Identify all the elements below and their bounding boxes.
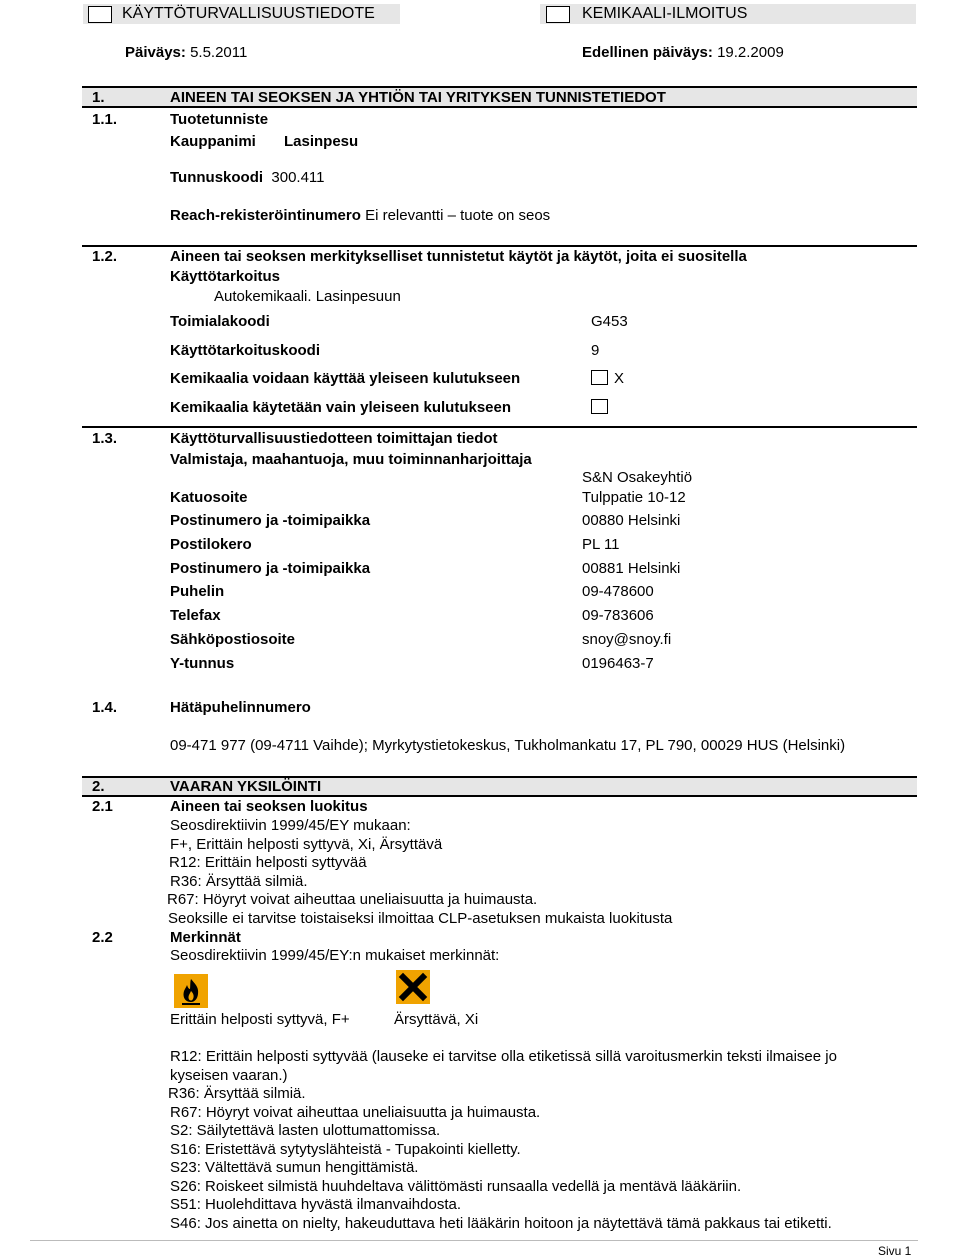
section2-number: 2.	[92, 778, 105, 795]
s22-title: Merkinnät	[170, 929, 241, 946]
reach-row	[170, 207, 550, 224]
contact-value: Tulppatie 10-12	[582, 489, 686, 506]
pictogram-flammable-label: Erittäin helposti syttyvä, F+	[170, 1011, 350, 1028]
email-value[interactable]: snoy@snoy.fi	[582, 631, 672, 648]
phrase-line: S26: Roiskeet silmistä huuhdeltava välittömästi runsaalla vedellä ja mentävä lääkäriin.	[170, 1178, 742, 1195]
classification-line: R67: Höyryt voivat aiheuttaa uneliaisuutta ja huimausta.	[167, 891, 538, 908]
s21-title: Aineen tai seoksen luokitus	[170, 798, 368, 815]
page-number: Sivu 1	[878, 1244, 912, 1258]
contact-label: Y-tunnus	[170, 655, 235, 672]
trade-name-label: Kauppanimi	[170, 133, 256, 150]
use-code-value: 9	[591, 342, 600, 359]
sds-checkbox[interactable]	[88, 6, 112, 23]
phrase-line: S16: Eristettävä sytytyslähteistä - Tupakointi kielletty.	[170, 1141, 521, 1158]
s21-number: 2.1	[92, 798, 113, 815]
s14-title: Hätäpuhelinnumero	[170, 699, 311, 716]
date-value: 5.5.2011	[190, 44, 248, 61]
reach-value: Ei relevantti – tuote on seos	[365, 207, 551, 224]
s12-title: Aineen tai seoksen merkitykselliset tunnistetut käytöt ja käytöt, joita ei suositella	[170, 248, 747, 265]
labelling-intro: Seosdirektiivin 1999/45/EY:n mukaiset merkinnät:	[170, 947, 500, 964]
use-code-label: Käyttötarkoituskoodi	[170, 342, 321, 359]
s13-number: 1.3.	[92, 430, 118, 447]
phrase-line: S51: Huolehdittava hyvästä ilmanvaihdosta.	[170, 1196, 462, 1213]
prev-date-label: Edellinen päiväys:	[582, 44, 713, 61]
public-may-mark: X	[614, 370, 625, 387]
contact-value: 00880 Helsinki	[582, 512, 681, 529]
industry-code-label: Toimialakoodi	[170, 313, 270, 330]
contact-label: Postinumero ja -toimipaikka	[170, 560, 371, 577]
code-row	[170, 169, 325, 186]
date-label: Päiväys:	[125, 44, 186, 61]
contact-label: Postinumero ja -toimipaikka	[170, 512, 371, 529]
pictogram-irritant-label: Ärsyttävä, Xi	[394, 1011, 479, 1028]
classification-line: Seoksille ei tarvitse toistaiseksi ilmoittaa CLP-asetuksen mukaista luokitusta	[168, 910, 673, 927]
emergency-text: 09-471 977 (09-4711 Vaihde); Myrkytystietokeskus, Tukholmankatu 17, PL 790, 00029 HUS (Helsinki)	[170, 737, 846, 754]
sds-title: KÄYTTÖTURVALLISUUSTIEDOTE	[122, 5, 375, 22]
s13-subtitle: Valmistaja, maahantuoja, muu toiminnanharjoittaja	[170, 451, 532, 468]
public-only-checkbox[interactable]	[591, 399, 608, 414]
reach-label: Reach-rekisteröintinumero	[170, 207, 361, 224]
phrase-line: S23: Vältettävä sumun hengittämistä.	[170, 1159, 419, 1176]
s11-number: 1.1.	[92, 111, 118, 128]
prev-date-value: 19.2.2009	[717, 44, 784, 61]
section1-top-rule	[82, 86, 917, 88]
use-label: Käyttötarkoitus	[170, 268, 281, 285]
x-cross-icon	[396, 970, 430, 1004]
phrase-line: kyseisen vaaran.)	[170, 1067, 288, 1084]
phrase-line: R67: Höyryt voivat aiheuttaa uneliaisuutta ja huimausta.	[170, 1104, 541, 1121]
contact-label: Postilokero	[170, 536, 252, 553]
industry-code-value: G453	[591, 313, 628, 330]
trade-name-value: Lasinpesu	[284, 133, 359, 150]
s11-title: Tuotetunniste	[170, 111, 269, 128]
s13-title: Käyttöturvallisuustiedotteen toimittajan tiedot	[170, 430, 498, 447]
flame-icon	[174, 974, 208, 1008]
date-row	[125, 44, 247, 61]
company-name: S&N Osakeyhtiö	[582, 469, 693, 486]
s12-rule	[82, 245, 917, 247]
public-only-label: Kemikaalia käytetään vain yleiseen kulutukseen	[170, 399, 512, 416]
contact-value: 09-478600	[582, 583, 654, 600]
code-value: 300.411	[271, 169, 325, 186]
contact-label: Puhelin	[170, 583, 225, 600]
section1-bottom-rule	[82, 106, 917, 108]
contact-value: 09-783606	[582, 607, 654, 624]
footer-rule	[30, 1240, 918, 1241]
notice-title: KEMIKAALI-ILMOITUS	[582, 5, 748, 22]
phrase-line: R12: Erittäin helposti syttyvää (lauseke ei tarvitse olla etiketissä sillä varoitusmerkin teksti ilmaisee jo	[170, 1048, 837, 1065]
section2-title: VAARAN YKSILÖINTI	[170, 778, 322, 795]
s13-rule	[82, 426, 917, 428]
section1-title: AINEEN TAI SEOKSEN JA YHTIÖN TAI YRITYKSEN TUNNISTETIEDOT	[170, 89, 666, 106]
section1-number: 1.	[92, 89, 105, 106]
classification-line: F+, Erittäin helposti syttyvä, Xi, Ärsyttävä	[170, 836, 443, 853]
classification-line: R36: Ärsyttää silmiä.	[170, 873, 308, 890]
classification-line: Seosdirektiivin 1999/45/EY mukaan:	[170, 817, 411, 834]
code-label: Tunnuskoodi	[170, 169, 264, 186]
section2-bottom-rule	[82, 795, 917, 797]
phrase-line: S2: Säilytettävä lasten ulottumattomissa.	[170, 1122, 441, 1139]
notice-checkbox[interactable]	[546, 6, 570, 23]
prev-date-row	[582, 44, 784, 61]
contact-label: Sähköpostiosoite	[170, 631, 296, 648]
public-may-checkbox[interactable]	[591, 370, 608, 385]
contact-label: Telefax	[170, 607, 221, 624]
use-value: Autokemikaali. Lasinpesuun	[214, 288, 401, 305]
contact-value: 00881 Helsinki	[582, 560, 681, 577]
public-may-label: Kemikaalia voidaan käyttää yleiseen kulutukseen	[170, 370, 521, 387]
contact-label: Katuosoite	[170, 489, 248, 506]
contact-value: PL 11	[582, 536, 620, 553]
classification-line: R12: Erittäin helposti syttyvää	[169, 854, 367, 871]
s14-number: 1.4.	[92, 699, 118, 716]
phrase-line: S46: Jos ainetta on nielty, hakeuduttava heti lääkärin hoitoon ja näytettävä tämä pakkaus tai etiketti.	[170, 1215, 832, 1232]
s22-number: 2.2	[92, 929, 113, 946]
s12-number: 1.2.	[92, 248, 118, 265]
contact-value: 0196463-7	[582, 655, 654, 672]
phrase-line: R36: Ärsyttää silmiä.	[168, 1085, 306, 1102]
